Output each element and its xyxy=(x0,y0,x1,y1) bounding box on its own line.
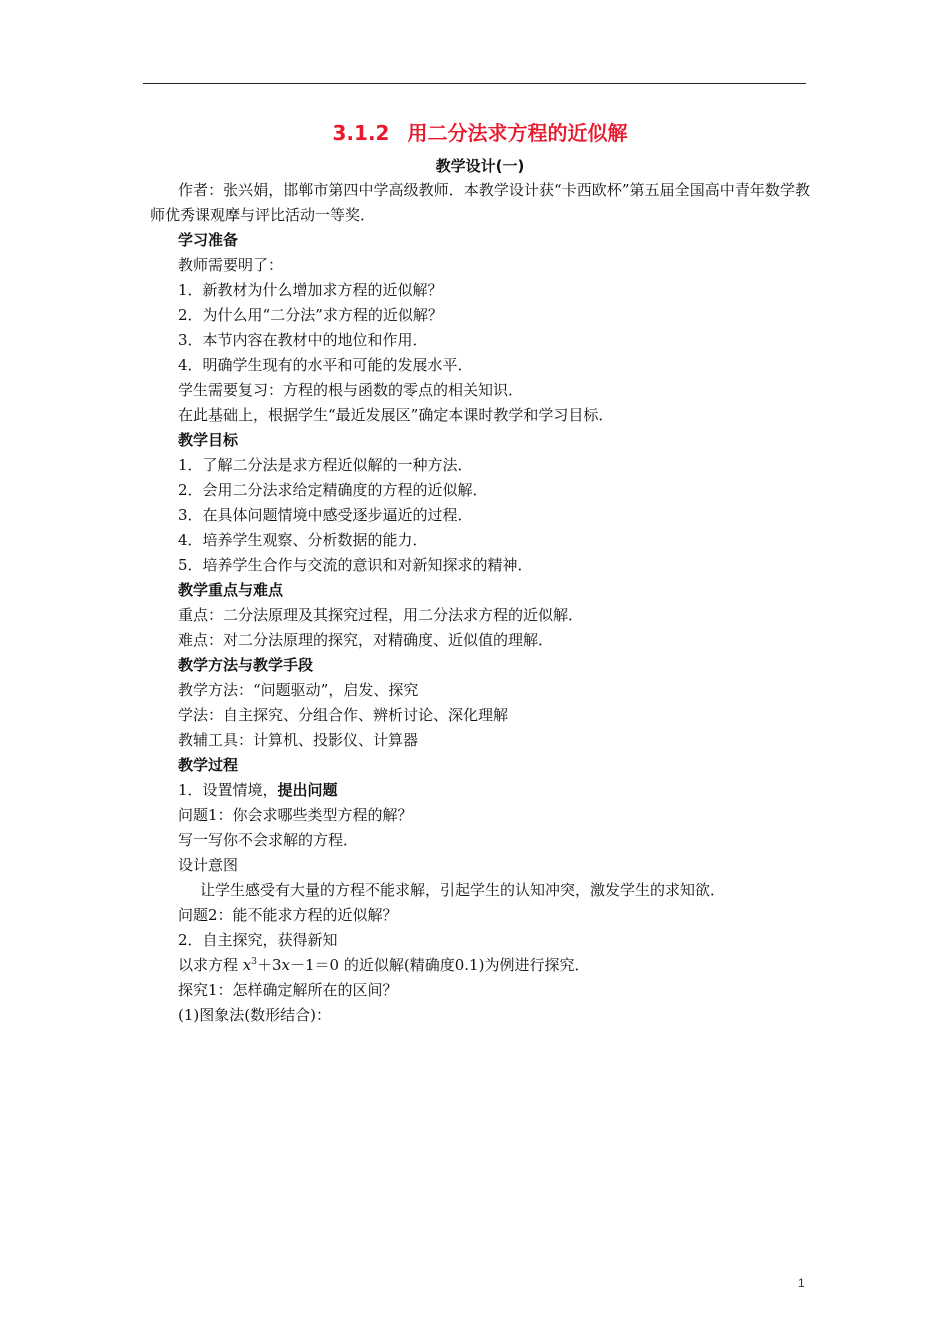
difficulty-text: 难点：对二分法原理的探究，对精确度、近似值的理解． xyxy=(178,631,554,649)
prep-basis: 在此基础上，根据学生“最近发展区”确定本课时教学和学习目标． xyxy=(178,406,614,424)
question-1: 问题1：你会求哪些类型方程的解？ xyxy=(178,806,413,824)
step-1-prefix: 1．设置情境， xyxy=(178,781,278,799)
heading-process: 教学过程 xyxy=(178,756,239,774)
title-text: 用二分法求方程的近似解 xyxy=(407,121,628,145)
list-item: 4．培养学生观察、分析数据的能力． xyxy=(178,531,428,549)
learning-method: 学法：自主探究、分组合作、辨析讨论、深化理解 xyxy=(178,706,509,724)
equation-exponent: 3 xyxy=(251,957,257,967)
teaching-tools: 教辅工具：计算机、投影仪、计算器 xyxy=(178,731,419,749)
list-item: 4．明确学生现有的水平和可能的发展水平． xyxy=(178,356,473,374)
list-item: 1．新教材为什么增加求方程的近似解？ xyxy=(178,281,443,299)
example-suffix: 的近似解(精确度0.1)为例进行探究． xyxy=(343,956,590,974)
page-title xyxy=(150,118,810,148)
header-rule xyxy=(143,83,806,84)
step-2: 2．自主探究，获得新知 xyxy=(178,931,338,949)
section-number: 3.1.2 xyxy=(332,121,390,145)
list-item: 2．会用二分法求给定精确度的方程的近似解． xyxy=(178,481,488,499)
design-intent-label: 设计意图 xyxy=(178,856,239,874)
equation-tail: －1＝0 xyxy=(290,956,340,974)
list-item: 2．为什么用“二分法”求方程的近似解？ xyxy=(178,306,443,324)
heading-methods: 教学方法与教学手段 xyxy=(178,656,314,674)
question-2: 问题2：能不能求方程的近似解？ xyxy=(178,906,398,924)
equation-mid: ＋3 xyxy=(257,956,282,974)
step-1-bold: 提出问题 xyxy=(277,781,338,799)
list-item: 3．本节内容在教材中的地位和作用． xyxy=(178,331,428,349)
list-item: 1．了解二分法是求方程近似解的一种方法． xyxy=(178,456,473,474)
step-1 xyxy=(150,778,810,803)
graph-method: (1)图象法(数形结合)： xyxy=(178,1006,331,1024)
question-1-task: 写一写你不会求解的方程． xyxy=(178,831,359,849)
page-number: 1 xyxy=(798,1276,805,1290)
focus-text: 重点：二分法原理及其探究过程，用二分法求方程的近似解． xyxy=(178,606,584,624)
prep-review: 学生需要复习：方程的根与函数的零点的相关知识． xyxy=(178,381,524,399)
heading-keypoints: 教学重点与难点 xyxy=(178,581,284,599)
example-equation-line xyxy=(150,953,810,978)
example-prefix: 以求方程 xyxy=(178,956,239,974)
heading-prep: 学习准备 xyxy=(178,231,239,249)
explore-1: 探究1：怎样确定解所在的区间？ xyxy=(178,981,398,999)
document-body xyxy=(150,118,810,1028)
heading-goals: 教学目标 xyxy=(178,431,239,449)
author-paragraph: 作者：张兴娟，邯郸市第四中学高级教师．本教学设计获“卡西欧杯”第五届全国高中青年数学教师优秀课观摩与评比活动一等奖． xyxy=(150,181,810,224)
page-subtitle: 教学设计(一) xyxy=(435,157,525,175)
teaching-method: 教学方法：“问题驱动”，启发、探究 xyxy=(178,681,419,699)
design-intent-text: 让学生感受有大量的方程不能求解，引起学生的认知冲突，激发学生的求知欲． xyxy=(200,881,726,899)
prep-intro: 教师需要明了： xyxy=(178,256,284,274)
equation-var-x2: x xyxy=(281,956,291,974)
equation-var-x: x xyxy=(242,956,252,974)
list-item: 3．在具体问题情境中感受逐步逼近的过程． xyxy=(178,506,473,524)
list-item: 5．培养学生合作与交流的意识和对新知探求的精神． xyxy=(178,556,533,574)
